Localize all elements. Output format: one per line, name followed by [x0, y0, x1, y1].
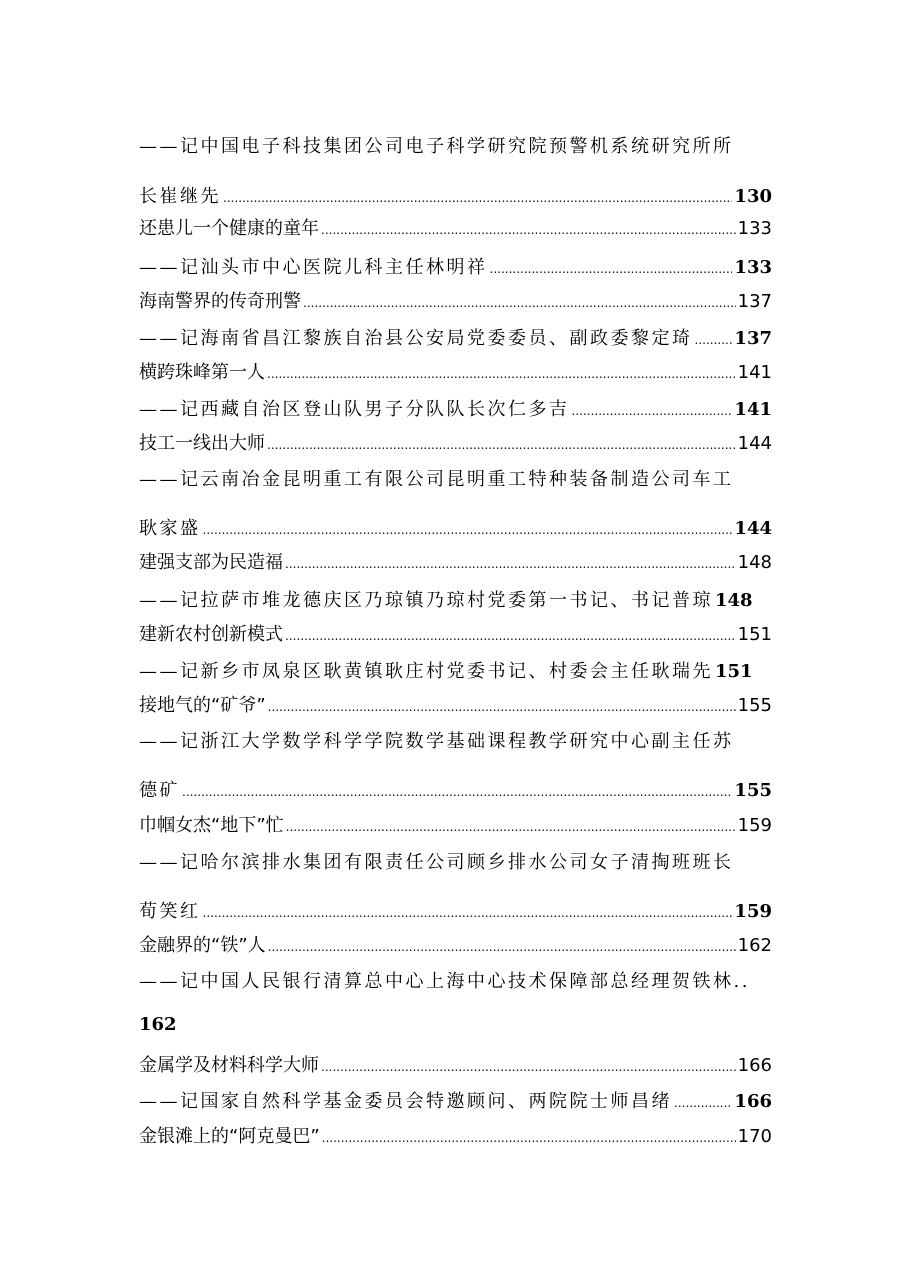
toc-entry-title[interactable] [139, 620, 772, 646]
toc-entry-text: ——记中国人民银行清算总中心上海中心技术保障部总经理贺铁林.. [139, 971, 750, 992]
toc-page-number: 166 [737, 1055, 772, 1076]
toc-entry-subtitle[interactable] [139, 324, 772, 350]
toc-page-number: 162 [139, 1014, 177, 1035]
toc-page-number: 144 [734, 518, 772, 539]
toc-page-number: 141 [737, 362, 772, 383]
toc-entry-text: ——记西藏自治区登山队男子分队队长次仁多吉 [139, 399, 570, 420]
toc-page-number: 133 [737, 218, 772, 239]
toc-entry-text: 海南警界的传奇刑警 [139, 291, 301, 312]
toc-page-number: 159 [737, 815, 772, 836]
toc-leader-dots [285, 629, 736, 643]
toc-leader-dots [695, 333, 733, 347]
toc-entry-text: 荀笑红 [139, 901, 201, 922]
toc-entry-subtitle[interactable] [139, 395, 772, 421]
toc-entry-subtitle [139, 848, 772, 874]
toc-entry-title[interactable] [139, 548, 772, 574]
toc-leader-dots [572, 404, 733, 418]
toc-entry-subtitle[interactable] [139, 657, 772, 683]
toc-entry-text: 巾帼女杰“地下”忙 [139, 815, 284, 836]
toc-page-number: 159 [734, 901, 772, 922]
toc-page-number: 137 [734, 328, 772, 349]
toc-entry-text: 金属学及材料科学大师 [139, 1055, 319, 1076]
toc-leader-dots [285, 557, 736, 571]
toc-entry-text: ——记浙江大学数学科学学院数学基础课程教学研究中心副主任苏 [139, 731, 734, 752]
toc-leader-dots [203, 906, 733, 920]
toc-leader-dots [321, 1060, 736, 1074]
toc-page-number: 155 [737, 695, 772, 716]
toc-page-number: 148 [715, 590, 753, 611]
toc-page-number: 151 [715, 661, 753, 682]
toc-entry-text: ——记哈尔滨排水集团有限责任公司顾乡排水公司女子清掏班班长 [139, 852, 734, 873]
toc-leader-dots [286, 820, 736, 834]
toc-entry-text: 德矿 [139, 780, 180, 801]
toc-entry-title[interactable] [139, 214, 772, 240]
toc-entry-subtitle[interactable] [139, 514, 772, 540]
toc-entry-subtitle [139, 967, 772, 993]
toc-entry-text: 横跨珠峰第一人 [139, 362, 265, 383]
toc-leader-dots [674, 1096, 732, 1110]
toc-leader-dots [203, 523, 733, 537]
toc-entry-title[interactable] [139, 691, 772, 717]
toc-entry-text: 建新农村创新模式 [139, 624, 283, 645]
toc-leader-dots [490, 262, 733, 276]
toc-entry-subtitle[interactable] [139, 586, 772, 612]
toc-page-number: 141 [734, 399, 772, 420]
toc-entry-text: 建强支部为民造福 [139, 552, 283, 573]
toc-entry-subtitle[interactable] [139, 253, 772, 279]
toc-entry-subtitle[interactable] [139, 182, 772, 208]
toc-entry-text: 长崔继先 [139, 186, 221, 207]
toc-entry-subtitle[interactable] [139, 776, 772, 802]
toc-page-number: 148 [737, 552, 772, 573]
toc-leader-dots [303, 296, 736, 310]
toc-page-number: 155 [734, 780, 772, 801]
toc-leader-dots [322, 1131, 736, 1145]
toc-entry-title[interactable] [139, 931, 772, 957]
toc-entry-subtitle [139, 727, 772, 753]
toc-entry-title[interactable] [139, 429, 772, 455]
toc-entry-text: ——记新乡市凤泉区耿黄镇耿庄村党委书记、村委会主任耿瑞先 [139, 661, 713, 682]
toc-entry-subtitle [139, 132, 772, 158]
toc-entry-subtitle[interactable] [139, 1087, 772, 1113]
toc-entry-text: 技工一线出大师 [139, 433, 265, 454]
toc-page-number: 137 [737, 291, 772, 312]
toc-entry-text: ——记云南冶金昆明重工有限公司昆明重工特种装备制造公司车工 [139, 469, 734, 490]
toc-entry-title[interactable] [139, 1051, 772, 1077]
toc-page-number: 162 [737, 935, 772, 956]
toc-entry-text: ——记拉萨市堆龙德庆区乃琼镇乃琼村党委第一书记、书记普琼 [139, 590, 713, 611]
toc-entry-text: 还患儿一个健康的童年 [139, 218, 319, 239]
toc-leader-dots [267, 367, 736, 381]
toc-page-number: 166 [734, 1091, 772, 1112]
toc-page-number: 151 [737, 624, 772, 645]
toc-entry-text: 耿家盛 [139, 518, 201, 539]
toc-entry-text: ——记国家自然科学基金委员会特邀顾问、两院院士师昌绪 [139, 1091, 672, 1112]
toc-entry-text: 接地气的“矿爷” [139, 695, 266, 716]
toc-leader-dots [267, 438, 736, 452]
toc-page-number: 130 [734, 186, 772, 207]
toc-entry-title[interactable] [139, 358, 772, 384]
toc-entry-text: ——记汕头市中心医院儿科主任林明祥 [139, 257, 488, 278]
toc-entry-title[interactable] [139, 811, 772, 837]
toc-page-number: 144 [737, 433, 772, 454]
toc-entry-text: 金融界的“铁”人 [139, 935, 266, 956]
toc-entry-subtitle [139, 465, 772, 491]
toc-leader-dots [223, 191, 732, 205]
toc-entry-title[interactable] [139, 287, 772, 313]
toc-leader-dots [268, 700, 736, 714]
toc-entry-subtitle[interactable] [139, 897, 772, 923]
toc-entry-text: ——记海南省昌江黎族自治县公安局党委委员、副政委黎定琦 [139, 328, 693, 349]
toc-leader-dots [321, 223, 736, 237]
toc-page-number: 170 [737, 1126, 772, 1147]
toc-leader-dots [182, 785, 732, 799]
toc-page-number: 133 [734, 257, 772, 278]
toc-entry-text: 金银滩上的“阿克曼巴” [139, 1126, 320, 1147]
toc-entry-text: ——记中国电子科技集团公司电子科学研究院预警机系统研究所所 [139, 136, 734, 157]
toc-leader-dots [268, 940, 736, 954]
toc-entry-title[interactable] [139, 1122, 772, 1148]
